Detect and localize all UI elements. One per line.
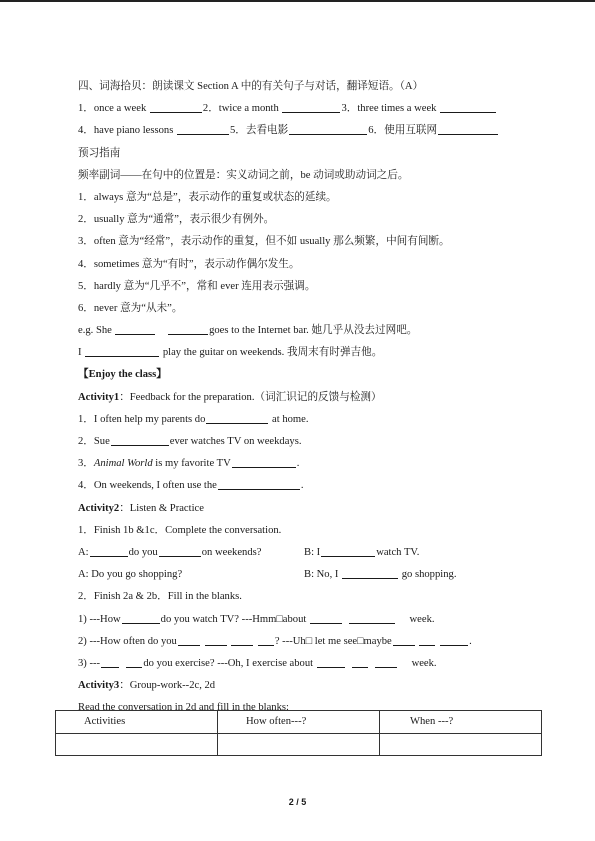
blank[interactable] (231, 633, 253, 646)
table-row (56, 734, 541, 756)
guide-item: 1．always 意为“总是”，表示动作的重复或状态的延续。 (78, 191, 337, 203)
fill-text: week. (411, 657, 437, 669)
fill-text: week. (409, 613, 435, 625)
blank[interactable] (258, 633, 274, 646)
question-text: 4．On weekends, I often use the (78, 480, 217, 492)
page-number: 2 / 5 (288, 797, 307, 807)
conversation-text: go shopping. (399, 569, 457, 581)
fill-row-3 (78, 653, 548, 675)
conversation-reply (304, 564, 456, 586)
guide-item: 3．often 意为“经常”，表示动作的重复，但不如 usually 那么频繁，中间有间断。 (78, 236, 450, 248)
activity-label: Activity3 (78, 680, 120, 692)
fill-text: ? ---Uh□ let me see□maybe (274, 635, 392, 647)
question-text: . (300, 480, 304, 492)
blank[interactable] (90, 544, 128, 557)
blank[interactable] (321, 544, 375, 557)
table-header: When ---? (410, 716, 454, 727)
blank[interactable] (85, 344, 159, 357)
activity2-title (78, 498, 548, 520)
activity-table (55, 710, 542, 756)
example-text: goes to the Internet bar. 她几乎从没去过网吧。 (209, 325, 418, 337)
question-text: ever watches TV on weekdays. (169, 436, 302, 447)
activity-text: ：Group-work--2c, 2d (119, 680, 216, 692)
conversation-text: A: Do you go shopping? (78, 569, 183, 581)
conversation-row-2 (78, 564, 548, 586)
phrase-5: 5．去看电影 (229, 125, 289, 137)
section-heading: 四、词海拾贝：朗读课文 Section A 中的有关句子与对话，翻译短语。（A） (78, 81, 424, 92)
blank[interactable] (375, 655, 397, 668)
example-text: play the guitar on weekends. 我周末有时弹吉他。 (160, 347, 383, 359)
example-text: e.g. She (78, 325, 115, 337)
blank[interactable] (352, 655, 368, 668)
blank[interactable] (289, 122, 367, 135)
blank[interactable] (317, 655, 345, 668)
activity-text: ：Listen & Practice (119, 502, 204, 514)
phrase-6: 6．使用互联网 (368, 125, 438, 137)
guide-item: 4．sometimes 意为“有时”，表示动作偶尔发生。 (78, 258, 300, 270)
phrase-row-2 (78, 120, 548, 142)
guide-title: 预习指南 (78, 147, 121, 159)
guide-intro: 频率副词——在句中的位置是：实义动词之前，be 动词或助动词之后。 (78, 169, 409, 181)
blank[interactable] (126, 655, 142, 668)
conversation-text: on weekends? (201, 546, 262, 558)
blank[interactable] (218, 477, 300, 490)
fill-text: 1) ---How (78, 613, 121, 625)
example-text: I (78, 347, 85, 359)
blank[interactable] (440, 633, 468, 646)
table-cell[interactable] (380, 734, 542, 756)
question-text: 3． (78, 458, 94, 470)
fill-row-1 (78, 609, 548, 631)
blank[interactable] (282, 100, 340, 113)
blank[interactable] (178, 633, 200, 646)
phrase-2: 2．twice a month (202, 103, 282, 115)
blank[interactable] (440, 100, 496, 113)
activity2-step2: 2．Finish 2a & 2b．Fill in the blanks. (78, 591, 242, 603)
activity1-q3 (78, 453, 548, 475)
question-text: at home. (269, 413, 309, 425)
question-text: is my favorite TV (152, 458, 231, 470)
activity3-title (78, 675, 548, 697)
blank[interactable] (111, 433, 169, 446)
blank[interactable] (122, 611, 160, 624)
activity3-instruction: Read the conversation in 2d and fill in the blanks: (78, 702, 289, 714)
question-text: 2．Sue (78, 436, 110, 447)
blank[interactable] (115, 322, 155, 335)
activity1-title (78, 387, 548, 409)
phrase-1: 1．once a week (78, 103, 149, 115)
conversation-reply (304, 542, 419, 564)
activity-label: Activity2 (78, 502, 120, 514)
blank[interactable] (206, 411, 268, 424)
conversation-text: B: I (304, 546, 321, 558)
example-2 (78, 342, 548, 364)
question-title: Animal World (93, 458, 153, 470)
blank[interactable] (310, 611, 342, 624)
conversation-text: A: (78, 546, 89, 558)
example-1 (78, 320, 548, 342)
blank[interactable] (150, 100, 202, 113)
phrase-3: 3．three times a week (341, 103, 440, 115)
blank[interactable] (168, 322, 208, 335)
blank[interactable] (349, 611, 395, 624)
conversation-text: do you (128, 546, 158, 558)
blank[interactable] (232, 455, 296, 468)
fill-row-2 (78, 631, 548, 653)
activity1-q1 (78, 409, 548, 431)
guide-item: 5．hardly 意为“几乎不”，常和 ever 连用表示强调。 (78, 280, 316, 292)
activity-text: ：Feedback for the preparation.（词汇识记的反馈与检测） (119, 391, 382, 403)
conversation-text: watch TV. (376, 546, 420, 558)
blank[interactable] (393, 633, 415, 646)
blank[interactable] (205, 633, 227, 646)
table-header: How often---? (218, 711, 380, 733)
fill-text: 2) ---How often do you (78, 635, 177, 647)
blank[interactable] (101, 655, 119, 668)
table-cell[interactable] (218, 734, 380, 756)
activity2-step1: 1．Finish 1b &1c．Complete the conversation. (78, 524, 282, 536)
question-text: 1．I often help my parents do (78, 413, 206, 425)
table-header-row (56, 711, 541, 734)
fill-text: 3) --- (78, 657, 101, 669)
fill-text: . (469, 635, 472, 647)
table-cell[interactable] (56, 734, 218, 756)
fill-text: do you watch TV? ---Hmm□about (160, 613, 309, 625)
conversation-text: B: No, I (304, 569, 342, 581)
activity-label: Activity1 (78, 391, 120, 403)
worksheet-body (78, 76, 548, 719)
blank[interactable] (419, 633, 435, 646)
enjoy-heading: 【Enjoy the class】 (78, 369, 167, 381)
phrase-4: 4．have piano lessons (78, 125, 176, 137)
blank[interactable] (159, 544, 201, 557)
question-text: . (296, 458, 300, 470)
guide-item: 6．never 意为“从未”。 (78, 302, 183, 314)
fill-text: do you exercise? ---Oh, I exercise about (143, 657, 316, 669)
table-header: Activities (56, 711, 218, 733)
activity1-q2 (78, 431, 548, 453)
phrase-row-1 (78, 98, 548, 120)
activity1-q4 (78, 475, 548, 497)
header-rule (0, 0, 595, 2)
blank[interactable] (438, 122, 498, 135)
blank[interactable] (177, 122, 229, 135)
blank[interactable] (342, 566, 398, 579)
guide-item: 2．usually 意为“通常”，表示很少有例外。 (78, 214, 275, 226)
conversation-row-1 (78, 542, 548, 564)
